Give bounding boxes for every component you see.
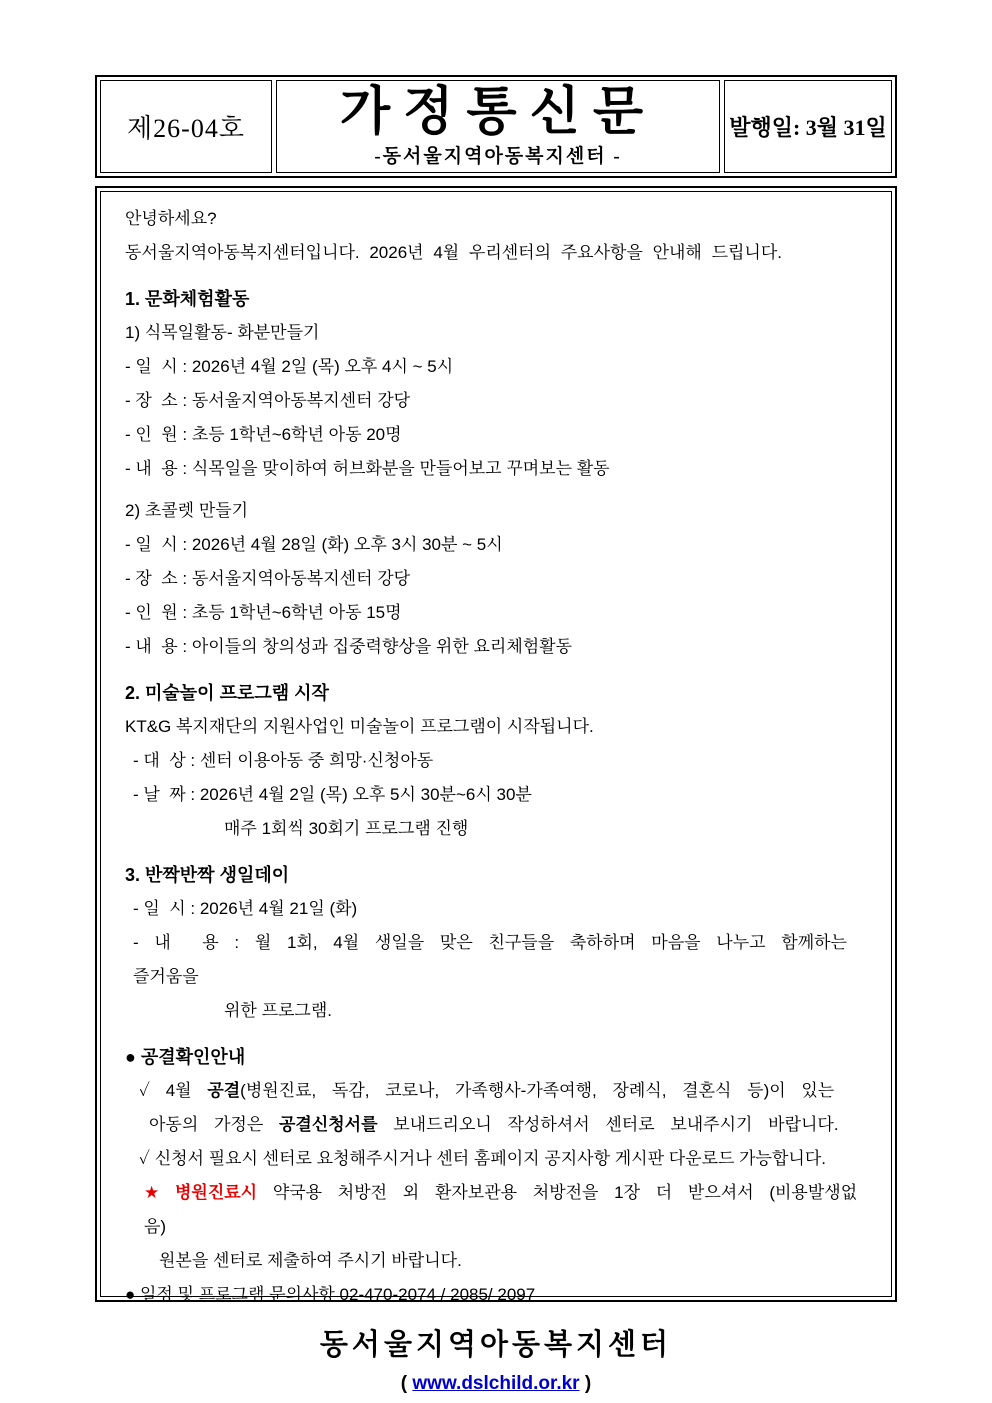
bullet-icon: ● [125,1047,141,1067]
issue-number-cell [100,80,272,173]
title-cell [276,80,720,173]
section-1-heading: 1. 문화체험활동 [125,289,250,309]
activity-detail-line: - 인 원 : 초등 1학년~6학년 아동 15명 [125,603,402,622]
section-2-heading: 2. 미술놀이 프로그램 시작 [125,683,329,703]
document-border-box [95,186,897,1394]
activity-detail-line: - 장 소 : 동서울지역아동복지센터 강당 [125,391,411,410]
issue-number: 제26-04호 [127,114,245,143]
hospital-visit-note-line-2: 원본을 센터로 제출하여 주시기 바랍니다. [159,1251,462,1270]
header-table [95,75,897,178]
absence-notice-heading [125,1040,867,1074]
activity-detail-line: - 일 시 : 2026년 4월 2일 (목) 오후 4시 ~ 5시 [125,357,454,376]
activity-detail-line: - 날 짜 : 2026년 4월 2일 (목) 오후 5시 30분~6시 30분 [133,785,532,804]
document-body [100,191,892,1394]
footer-website-line: ( www.dslchild.or.kr ) [400,1373,592,1394]
star-icon: ★ [144,1183,175,1202]
activity-detail-line: - 내 용 : 월 1회, 4월 생일을 맞은 친구들을 축하하며 마음을 나누고 함께하는 즐거움을 [133,933,863,986]
contact-info-text: 일정 및 프로그램 문의사항 02-470-2074 / 2085/ 2097 [140,1285,536,1304]
activity-detail-line: - 일 시 : 2026년 4월 28일 (화) 오후 3시 30분 ~ 5시 [125,535,503,554]
contact-info-line [125,1278,867,1312]
activity-detail-continuation: 매주 1회씩 30회기 프로그램 진행 [224,819,469,838]
activity-detail-line: - 내 용 : 아이들의 창의성과 집중력향상을 위한 요리체험활동 [125,637,573,656]
activity-2-title: 2) 초콜렛 만들기 [125,501,249,520]
intro-text: 동서울지역아동복지센터입니다. 2026년 4월 우리센터의 주요사항을 안내해 드립니다. [125,243,782,262]
absence-check-item-1-line-1: ✓ 4월 공결(병원진료, 독감, 코로나, 가족행사-가족여행, 장례식, 결혼식 등)이 있는 [139,1081,835,1100]
activity-detail-line: - 대 상 : 센터 이용아동 중 희망·신청아동 [133,751,434,770]
newsletter-title: 가정통신문 [339,84,657,141]
activity-detail-continuation: 위한 프로그램. [224,1001,332,1020]
activity-1-title: 1) 식목일활동- 화분만들기 [125,323,320,342]
bullet-icon: ● [125,1285,140,1304]
website-link[interactable]: www.dslchild.or.kr [412,1373,580,1394]
absence-check-item-1-line-2: 아동의 가정은 공결신청서를 보내드리오니 작성하셔서 센터로 보내주시기 바랍니다. [149,1115,839,1134]
check-icon: ✓ [139,1149,155,1168]
absence-notice-heading-label: 공결확인안내 [140,1047,246,1067]
greeting-text: 안녕하세요? [125,209,217,228]
absence-keyword: 공결 [207,1081,241,1100]
activity-detail-line: - 장 소 : 동서울지역아동복지센터 강당 [125,569,411,588]
activity-detail-line: - 일 시 : 2026년 4월 21일 (화) [133,899,358,918]
check-icon: ✓ [139,1081,166,1100]
publish-date: 발행일: 3월 31일 [729,115,887,140]
hospital-visit-note-line-1: ★ 병원진료시 약국용 처방전 외 환자보관용 처방전을 1장 더 받으셔서 (비용발생없음) [144,1183,858,1236]
hospital-visit-keyword: 병원진료시 [174,1183,258,1202]
footer-center-name: 동서울지역아동복지센터 [319,1329,673,1361]
section-3-heading: 3. 반짝반짝 생일데이 [125,865,290,885]
publish-date-cell [724,80,892,173]
newsletter-subtitle: -동서울지역아동복지센터 - [374,146,622,167]
absence-check-item-2: ✓ 신청서 필요시 센터로 요청해주시거나 센터 홈페이지 공지사항 게시판 다운로드 가능합니다. [139,1149,826,1168]
activity-detail-line: - 인 원 : 초등 1학년~6학년 아동 20명 [125,425,402,444]
section-2-description: KT&G 복지재단의 지원사업인 미술놀이 프로그램이 시작됩니다. [125,717,594,736]
absence-form-keyword: 공결신청서를 [278,1115,378,1134]
activity-detail-line: - 내 용 : 식목일을 맞이하여 허브화분을 만들어보고 꾸며보는 활동 [125,459,610,478]
